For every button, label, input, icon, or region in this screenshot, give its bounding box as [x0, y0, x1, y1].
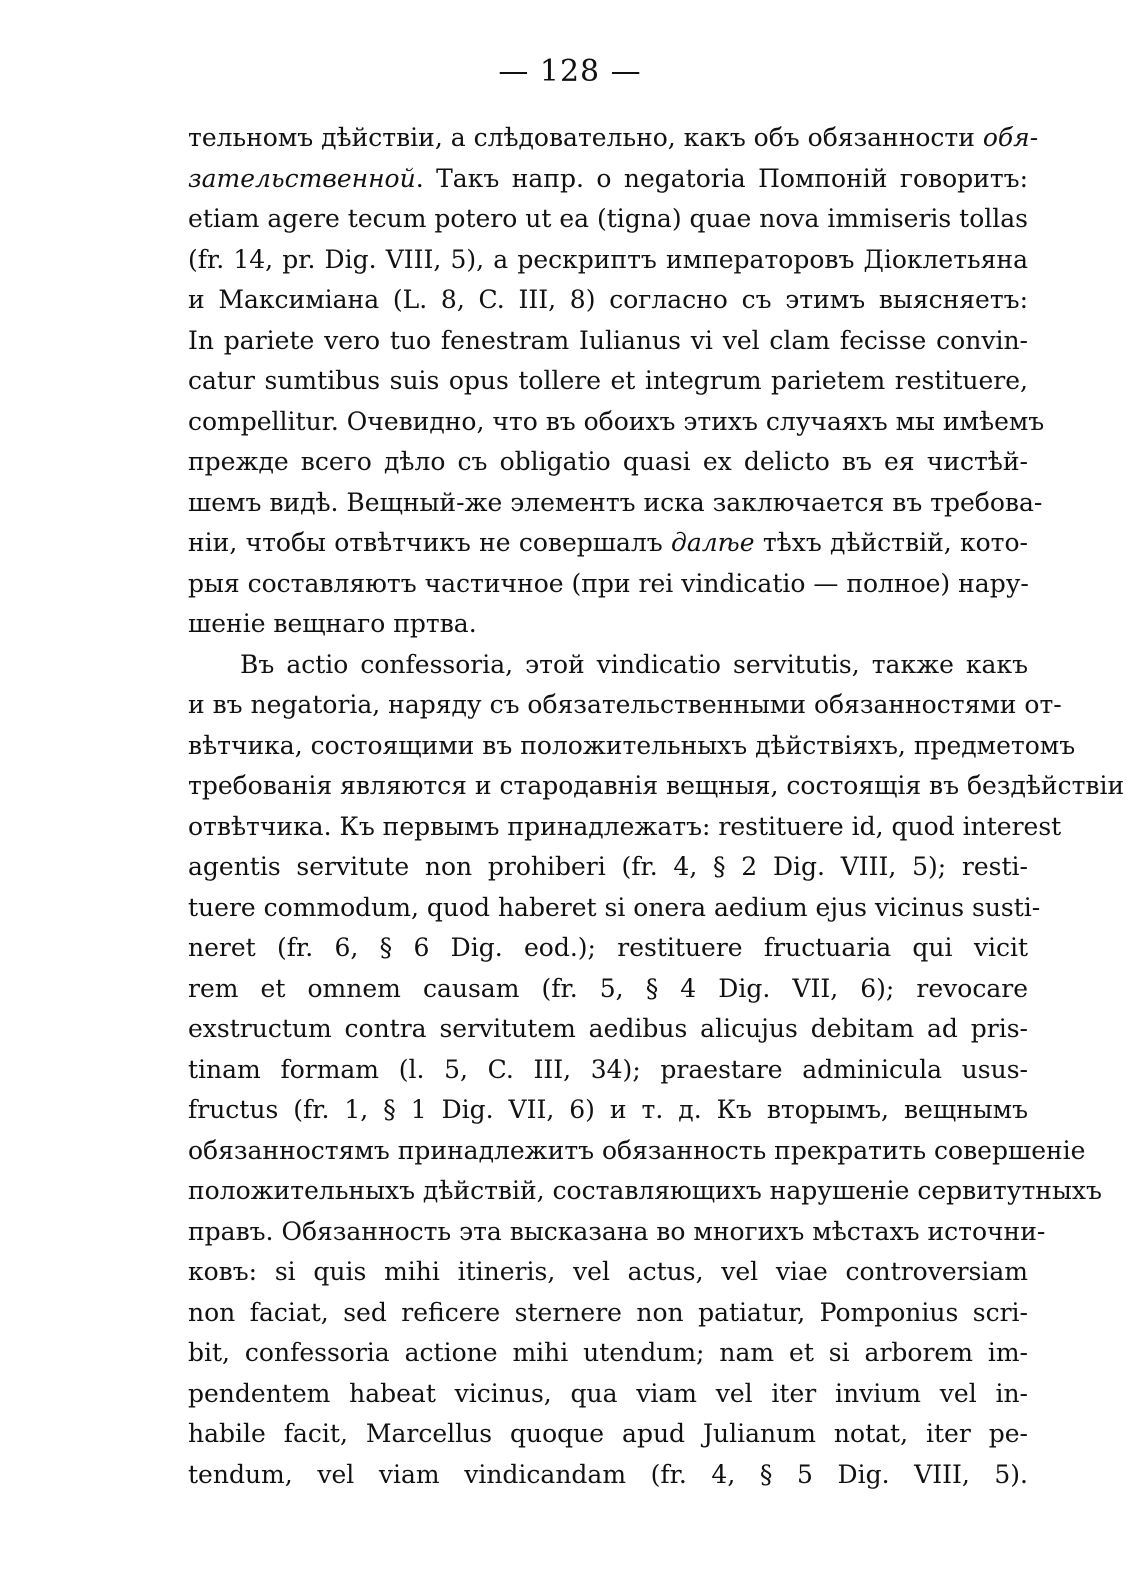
text-line: non faciat, sed reficere sternere non patiatur, Pomponius scri-	[188, 1297, 1028, 1327]
text-line: neret (fr. 6, § 6 Dig. eod.); restituere fructuaria qui vicit	[188, 933, 1028, 962]
text-line: fructus (fr. 1, § 1 Dig. VII, 6) и т. д. Къ вторымъ, вещнымъ	[188, 1095, 1028, 1124]
text-line: (fr. 14, pr. Dig. VIII, 5), а рескриптъ императоровъ Діоклетьяна	[188, 244, 1028, 274]
text-line: тельномъ дѣйствіи, а слѣдовательно, какъ объ обязанности обя-	[188, 123, 1039, 152]
text-line: rem et omnem causam (fr. 5, § 4 Dig. VII, 6); revocare	[188, 973, 1028, 1003]
page-number: — 128 —	[498, 54, 642, 89]
text-line: tuere commodum, quod haberet si onera aedium ejus vicinus susti-	[188, 892, 1041, 922]
text-line: и Максиміана (L. 8, C. III, 8) согласно съ этимъ выясняетъ:	[188, 285, 1028, 314]
text-line: шеніе вещнаго пртва.	[188, 609, 477, 638]
body-text	[188, 118, 1125, 1495]
text-line: catur sumtibus suis opus tollere et integrum parietem restituere,	[188, 366, 1028, 395]
text-line: In pariete vero tuo fenestram Iulianus vi vel clam fecisse convin-	[188, 325, 1028, 355]
text-line: отвѣтчика. Къ первымъ принадлежатъ: restituere id, quod interest	[188, 811, 1062, 841]
text-line: Въ actio confessoria, этой vindicatio servitutis, также какъ	[240, 649, 1028, 679]
text-line: exstructum contra servitutem aedibus alicujus debitam ad pris-	[188, 1014, 1028, 1043]
text-line: pendentem habeat vicinus, qua viam vel iter invium vel in-	[188, 1378, 1028, 1408]
text-line: положительныхъ дѣйствій, составляющихъ нарушеніе сервитутныхъ	[188, 1176, 1102, 1205]
text-line: вѣтчика, состоящими въ положительныхъ дѣйствіяхъ, предметомъ	[188, 730, 1076, 760]
text-line: tinam formam (l. 5, C. III, 34); praestare adminicula usus-	[188, 1054, 1028, 1084]
text-line: ніи, чтобы отвѣтчикъ не совершалъ далѣе тѣхъ дѣйствій, кото-	[188, 528, 1028, 557]
text-line: и въ negatoria, наряду съ обязательственными обязанностями от-	[188, 690, 1062, 719]
paragraph	[188, 645, 1125, 1496]
text-line: tendum, vel viam vindicandam (fr. 4, § 5 Dig. VIII, 5).	[188, 1459, 1028, 1489]
text-line: прежде всего дѣло съ obligatio quasi ex delicto въ ея чистѣй-	[188, 447, 1028, 476]
text-line: рыя составляютъ частичное (при rei vindicatio — полное) нару-	[188, 568, 1029, 598]
text-line: правъ. Обязанность эта высказана во многихъ мѣстахъ источни-	[188, 1216, 1046, 1246]
italic-term: обя-	[982, 123, 1039, 152]
text-line: шемъ видѣ. Вещный-же элементъ иска заключается въ требова-	[188, 487, 1043, 517]
text-line: зательственной. Такъ напр. о negatoria Помпоній говоритъ:	[188, 163, 1028, 193]
text-line: etiam agere tecum potero ut ea (tigna) quae nova immiseris tollas	[188, 204, 1028, 233]
text-line: ковъ: si quis mihi itineris, vel actus, vel viae controversiam	[188, 1257, 1028, 1286]
text-line: agentis servitute non prohiberi (fr. 4, § 2 Dig. VIII, 5); resti-	[188, 852, 1028, 881]
paragraph	[188, 118, 1045, 645]
italic-term: далѣе	[671, 528, 755, 557]
text-line: habile facit, Marcellus quoque apud Julianum notat, iter pe-	[188, 1419, 1028, 1448]
text-line: compellitur. Очевидно, что въ обоихъ этихъ случаяхъ мы имѣемъ	[188, 406, 1045, 436]
text-line: требованія являются и стародавнія вещныя, состоящія въ бездѣйствіи	[188, 771, 1125, 800]
text-line: обязанностямъ принадлежитъ обязанность прекратить совершеніе	[188, 1135, 1086, 1165]
italic-term: зательственной	[188, 163, 416, 193]
text-line: bit, confessoria actione mihi utendum; nam et si arborem im-	[188, 1338, 1028, 1367]
